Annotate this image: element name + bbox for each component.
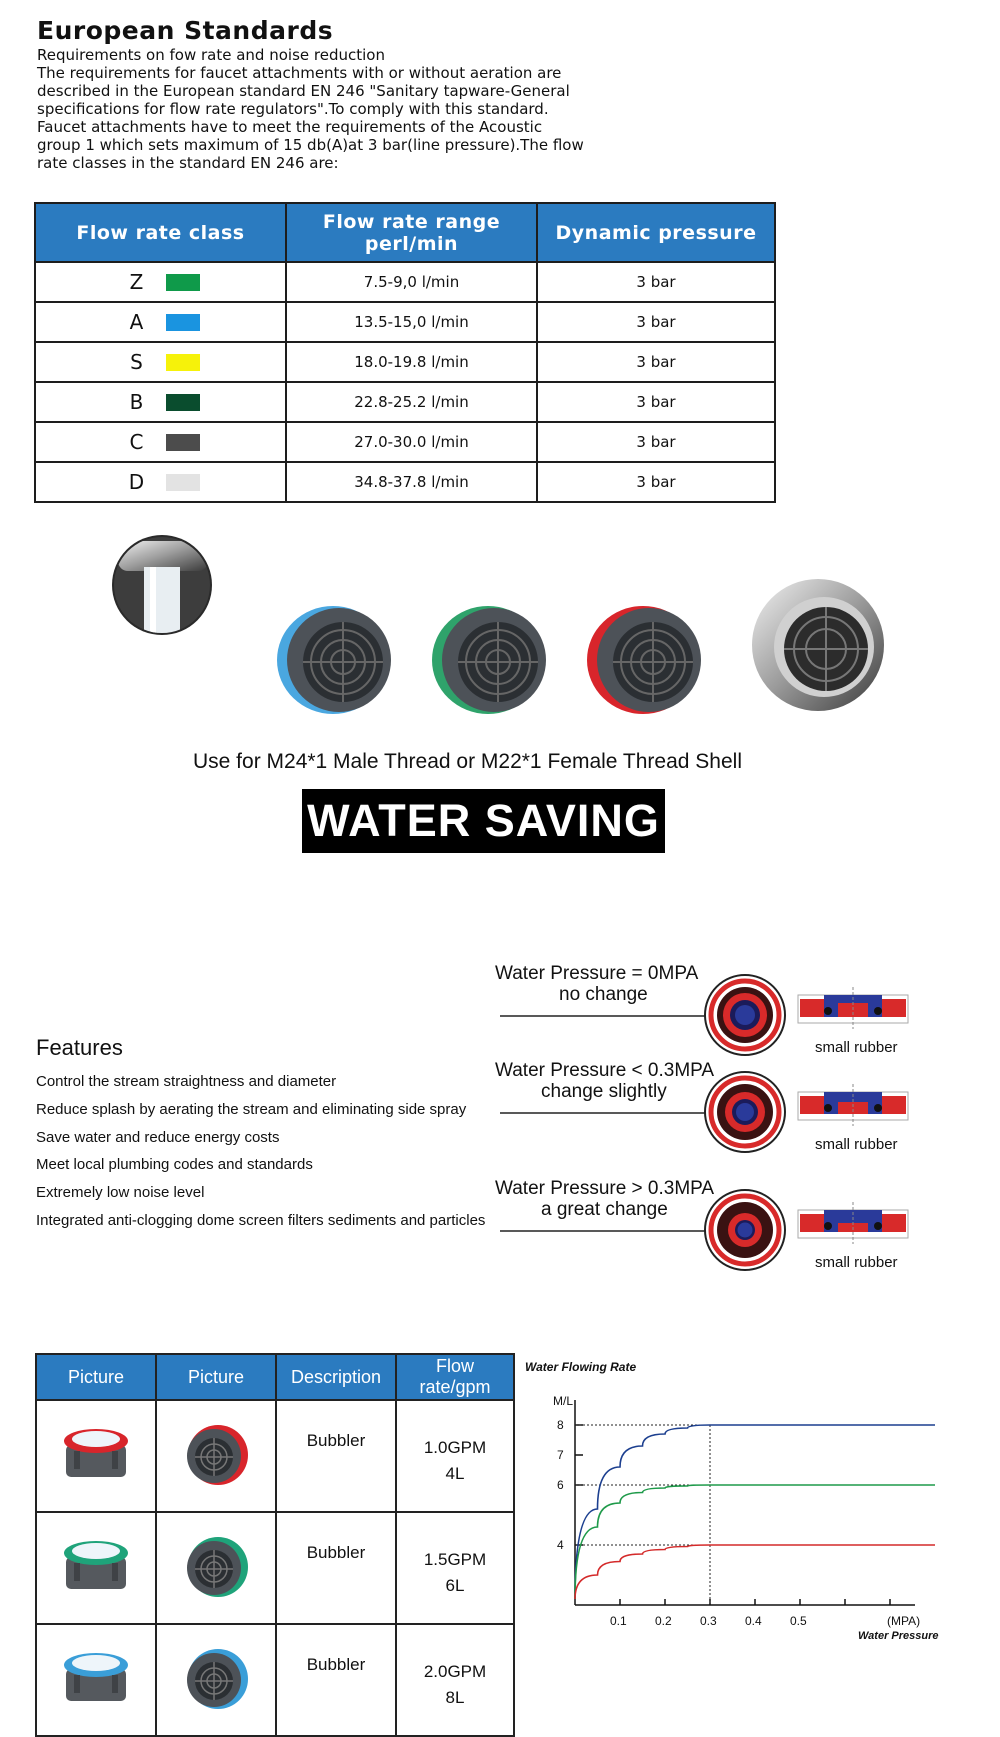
column-header-picture: Picture bbox=[36, 1354, 156, 1400]
feature-item: Extremely low noise level bbox=[36, 1184, 205, 1201]
flow-class-color-swatch bbox=[166, 394, 200, 411]
flow-class-color-swatch bbox=[166, 314, 200, 331]
aerator-side-image bbox=[58, 1533, 134, 1599]
chart-x-tick-label: 0.1 bbox=[610, 1614, 627, 1628]
flow-range-cell: 13.5-15,0 l/min bbox=[286, 302, 537, 342]
chart-title: Water Flowing Rate bbox=[525, 1360, 637, 1374]
flow-class-letter: Z bbox=[129, 270, 144, 294]
aerator-top-picture bbox=[156, 1400, 276, 1512]
chart-x-axis-label: Water Pressure bbox=[858, 1630, 939, 1642]
aerator-top-image bbox=[178, 1645, 254, 1711]
flow-rate-class-table bbox=[34, 202, 776, 503]
chart-x-unit: (MPA) bbox=[887, 1614, 921, 1628]
chart-y-tick-label: 6 bbox=[557, 1478, 564, 1492]
aerator-top-picture bbox=[156, 1512, 276, 1624]
dynamic-pressure-cell: 3 bar bbox=[537, 302, 775, 342]
column-header-flow-rate-range bbox=[286, 203, 537, 262]
flow-liters: 6L bbox=[445, 1575, 465, 1595]
intro-line: Faucet attachments have to meet the requirements of the Acoustic bbox=[37, 118, 543, 136]
header-line: perl/min bbox=[364, 232, 459, 255]
chart-y-tick-label: 8 bbox=[557, 1418, 564, 1432]
description-cell: Bubbler bbox=[276, 1624, 396, 1736]
rubber-label: small rubber bbox=[815, 1254, 898, 1271]
dynamic-pressure-cell: 3 bar bbox=[537, 342, 775, 382]
flow-range-cell: 18.0-19.8 l/min bbox=[286, 342, 537, 382]
flow-class-color-swatch bbox=[166, 274, 200, 291]
pressure-effect: no change bbox=[559, 984, 648, 1005]
aerator-top-picture bbox=[156, 1624, 276, 1736]
aerator-red-photo bbox=[585, 598, 708, 716]
feature-item: Integrated anti-clogging dome screen filters sediments and particles bbox=[36, 1212, 486, 1229]
table-row bbox=[35, 262, 775, 302]
intro-line: Requirements on fow rate and noise reduction bbox=[37, 46, 385, 64]
flow-class-cell bbox=[35, 382, 286, 422]
feature-item: Control the stream straightness and diameter bbox=[36, 1073, 337, 1090]
flow-class-letter: S bbox=[130, 350, 143, 374]
flow-rate-cell bbox=[396, 1512, 514, 1624]
dynamic-pressure-cell: 3 bar bbox=[537, 422, 775, 462]
pressure-label: Water Pressure = 0MPA bbox=[495, 963, 699, 984]
flow-class-letter: D bbox=[128, 470, 145, 494]
flow-range-cell: 7.5-9,0 l/min bbox=[286, 262, 537, 302]
description-cell: Bubbler bbox=[276, 1400, 396, 1512]
intro-line: The requirements for faucet attachments with or without aeration are bbox=[37, 64, 562, 82]
flow-class-color-swatch bbox=[166, 354, 200, 371]
flow-gpm: 1.5GPM bbox=[423, 1549, 487, 1569]
flow-range-cell: 27.0-30.0 l/min bbox=[286, 422, 537, 462]
flow-rate-cell bbox=[396, 1400, 514, 1512]
water-saving-banner: WATER SAVING bbox=[302, 789, 665, 853]
dynamic-pressure-cell: 3 bar bbox=[537, 262, 775, 302]
intro-line: group 1 which sets maximum of 15 db(A)at 3 bar(line pressure).The flow bbox=[37, 136, 584, 154]
pressure-label: Water Pressure > 0.3MPA bbox=[495, 1178, 715, 1199]
thread-compatibility-text: Use for M24*1 Male Thread or M22*1 Female Thread Shell bbox=[193, 750, 742, 773]
page-title: European Standards bbox=[37, 16, 334, 45]
aerator-chrome-photo bbox=[750, 575, 888, 715]
flow-range-cell: 34.8-37.8 l/min bbox=[286, 462, 537, 502]
chart-x-tick-label: 0.4 bbox=[745, 1614, 762, 1628]
product-flow-table bbox=[35, 1353, 515, 1737]
pressure-diagram bbox=[498, 1182, 918, 1277]
flow-class-color-swatch bbox=[166, 474, 200, 491]
intro-paragraph bbox=[37, 46, 597, 172]
chart-y-tick-label: 4 bbox=[557, 1538, 564, 1552]
flow-class-cell bbox=[35, 302, 286, 342]
table-row bbox=[36, 1512, 514, 1624]
table-row bbox=[35, 342, 775, 382]
flow-class-letter: B bbox=[129, 390, 144, 414]
aerator-side-image bbox=[58, 1421, 134, 1487]
pressure-effect: change slightly bbox=[541, 1081, 667, 1102]
table-row bbox=[36, 1400, 514, 1512]
chart-y-tick-label: 7 bbox=[557, 1448, 564, 1462]
aerator-side-picture bbox=[36, 1400, 156, 1512]
chart-series-line bbox=[575, 1485, 935, 1599]
aerator-top-image bbox=[178, 1533, 254, 1599]
column-header-picture: Picture bbox=[156, 1354, 276, 1400]
aerator-side-picture bbox=[36, 1512, 156, 1624]
chart-x-tick-label: 0.2 bbox=[655, 1614, 672, 1628]
column-header-flow-rate-class: Flow rate class bbox=[35, 203, 286, 262]
flow-gpm: 2.0GPM bbox=[423, 1661, 487, 1681]
table-row bbox=[36, 1624, 514, 1736]
table-row bbox=[35, 382, 775, 422]
intro-line: specifications for flow rate regulators".To comply with this standard. bbox=[37, 100, 549, 118]
flow-class-cell bbox=[35, 342, 286, 382]
rubber-label: small rubber bbox=[815, 1039, 898, 1056]
water-flowing-rate-chart bbox=[525, 1355, 965, 1655]
flow-class-letter: C bbox=[129, 430, 144, 454]
chart-x-tick-label: 0.3 bbox=[700, 1614, 717, 1628]
column-header-flow-rate: Flow rate/gpm bbox=[396, 1354, 514, 1400]
table-row bbox=[35, 422, 775, 462]
faucet-stream-photo bbox=[110, 533, 215, 638]
table-row bbox=[35, 302, 775, 342]
chart-series-line bbox=[575, 1545, 935, 1599]
aerator-side-image bbox=[58, 1645, 134, 1711]
features-title: Features bbox=[36, 1035, 123, 1060]
flow-class-cell bbox=[35, 462, 286, 502]
feature-item: Save water and reduce energy costs bbox=[36, 1129, 280, 1146]
dynamic-pressure-cell: 3 bar bbox=[537, 382, 775, 422]
chart-series-line bbox=[575, 1425, 935, 1599]
pressure-diagram bbox=[498, 967, 918, 1062]
feature-item: Meet local plumbing codes and standards bbox=[36, 1156, 313, 1173]
flow-class-letter: A bbox=[129, 310, 144, 334]
aerator-top-image bbox=[178, 1421, 254, 1487]
aerator-green-photo bbox=[430, 598, 553, 716]
aerator-blue-photo bbox=[275, 598, 398, 716]
feature-item: Reduce splash by aerating the stream and eliminating side spray bbox=[36, 1101, 467, 1118]
column-header-dynamic-pressure: Dynamic pressure bbox=[537, 203, 775, 262]
intro-line: described in the European standard EN 246 "Sanitary tapware-General bbox=[37, 82, 570, 100]
description-cell: Bubbler bbox=[276, 1512, 396, 1624]
table-header-row bbox=[36, 1354, 514, 1400]
aerator-side-picture bbox=[36, 1624, 156, 1736]
pressure-diagram bbox=[498, 1064, 918, 1159]
table-row bbox=[35, 462, 775, 502]
flow-liters: 4L bbox=[445, 1463, 465, 1483]
table-header-row bbox=[35, 203, 775, 262]
dynamic-pressure-cell: 3 bar bbox=[537, 462, 775, 502]
column-header-description: Description bbox=[276, 1354, 396, 1400]
flow-class-cell bbox=[35, 422, 286, 462]
header-line: Flow rate range bbox=[322, 210, 501, 233]
flow-gpm: 1.0GPM bbox=[423, 1437, 487, 1457]
chart-x-tick-label: 0.5 bbox=[790, 1614, 807, 1628]
chart-y-axis-label: M/L bbox=[553, 1394, 574, 1408]
flow-liters: 8L bbox=[445, 1687, 465, 1707]
flow-range-cell: 22.8-25.2 l/min bbox=[286, 382, 537, 422]
rubber-label: small rubber bbox=[815, 1136, 898, 1153]
flow-class-cell bbox=[35, 262, 286, 302]
flow-rate-cell bbox=[396, 1624, 514, 1736]
pressure-label: Water Pressure < 0.3MPA bbox=[495, 1060, 715, 1081]
intro-line: rate classes in the standard EN 246 are: bbox=[37, 154, 339, 172]
flow-class-color-swatch bbox=[166, 434, 200, 451]
pressure-effect: a great change bbox=[541, 1199, 668, 1220]
